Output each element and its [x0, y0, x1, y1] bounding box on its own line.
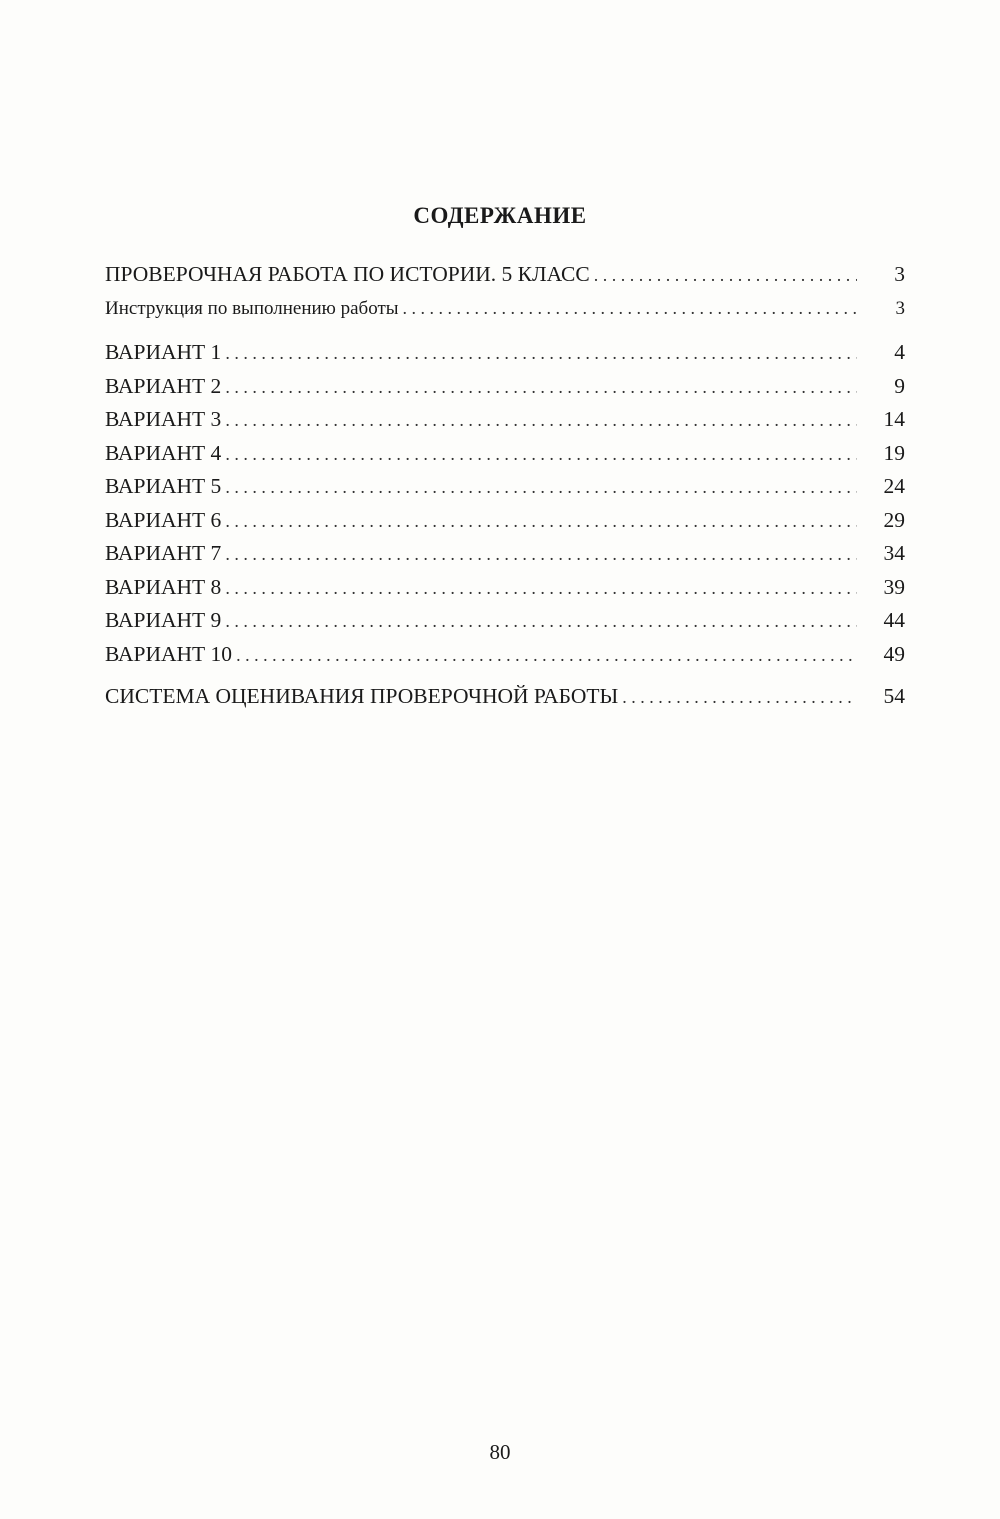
- toc-entry-label: ВАРИАНТ 6: [105, 507, 222, 532]
- toc-entry-instructions[interactable]: [105, 292, 905, 326]
- toc-entry-page: 49: [883, 641, 905, 666]
- toc-entry-label: Инструкция по выполнению работы: [105, 297, 399, 319]
- toc-entry-page: 14: [883, 407, 905, 431]
- page-title: СОДЕРЖАНИЕ: [413, 203, 587, 228]
- toc-dot-leader: [225, 438, 857, 472]
- toc-dot-leader: [622, 681, 857, 715]
- toc-entry-page: 4: [894, 340, 905, 364]
- toc-dot-leader: [594, 259, 857, 293]
- toc-entry-label: СИСТЕМА ОЦЕНИВАНИЯ ПРОВЕРОЧНОЙ РАБОТЫ: [105, 684, 619, 708]
- toc-entry-grading-system[interactable]: [105, 680, 905, 714]
- toc-entry-label: ВАРИАНТ 1: [105, 340, 222, 364]
- toc-entry-variant-1[interactable]: [105, 336, 905, 370]
- toc-entry-label: ВАРИАНТ 5: [105, 474, 222, 498]
- toc-dot-leader: [225, 371, 857, 405]
- toc-entry-variant-7[interactable]: [105, 537, 905, 571]
- toc-entry-page: 19: [883, 440, 905, 465]
- toc-entry-page: 39: [883, 574, 905, 599]
- toc-entry-label: ВАРИАНТ 9: [105, 608, 222, 632]
- toc-dot-leader: [225, 337, 857, 371]
- toc-entry-label: ВАРИАНТ 7: [105, 541, 222, 565]
- toc-entry-page: 54: [883, 684, 905, 708]
- toc-entry-label: ВАРИАНТ 4: [105, 440, 222, 465]
- toc-entry-variant-3[interactable]: [105, 403, 905, 437]
- toc-dot-leader: [225, 471, 857, 505]
- toc-entry-page: 24: [883, 474, 905, 498]
- toc-entry-variant-5[interactable]: [105, 470, 905, 504]
- toc-entry-page: 3: [895, 297, 905, 319]
- toc-dot-leader: [225, 404, 857, 438]
- toc-dot-leader: [403, 292, 857, 326]
- toc-dot-leader: [225, 538, 857, 572]
- toc-entry-page: 44: [883, 608, 905, 632]
- toc-dot-leader: [236, 639, 857, 673]
- toc-entry-variant-6[interactable]: [105, 504, 905, 538]
- toc-entry-page: 34: [883, 541, 905, 565]
- toc-entry-variant-4[interactable]: [105, 437, 905, 471]
- toc-entry-label: ВАРИАНТ 2: [105, 373, 222, 398]
- toc-entry-variant-9[interactable]: [105, 604, 905, 638]
- table-of-contents: [105, 258, 905, 714]
- toc-dot-leader: [225, 505, 857, 539]
- toc-entry-section-title[interactable]: [105, 258, 905, 292]
- toc-entry-label: ПРОВЕРОЧНАЯ РАБОТА ПО ИСТОРИИ. 5 КЛАСС: [105, 262, 590, 286]
- toc-entry-label: ВАРИАНТ 3: [105, 407, 222, 431]
- toc-dot-leader: [225, 605, 857, 639]
- toc-entry-page: 9: [894, 373, 905, 398]
- toc-entry-page: 3: [894, 262, 905, 286]
- toc-entry-variant-8[interactable]: [105, 571, 905, 605]
- page-number: 80: [489, 1440, 511, 1464]
- toc-entry-variant-2[interactable]: [105, 370, 905, 404]
- toc-dot-leader: [225, 572, 857, 606]
- toc-entry-page: 29: [883, 507, 905, 532]
- toc-entry-label: ВАРИАНТ 8: [105, 574, 222, 599]
- toc-entry-variant-10[interactable]: [105, 638, 905, 672]
- toc-entry-label: ВАРИАНТ 10: [105, 641, 233, 666]
